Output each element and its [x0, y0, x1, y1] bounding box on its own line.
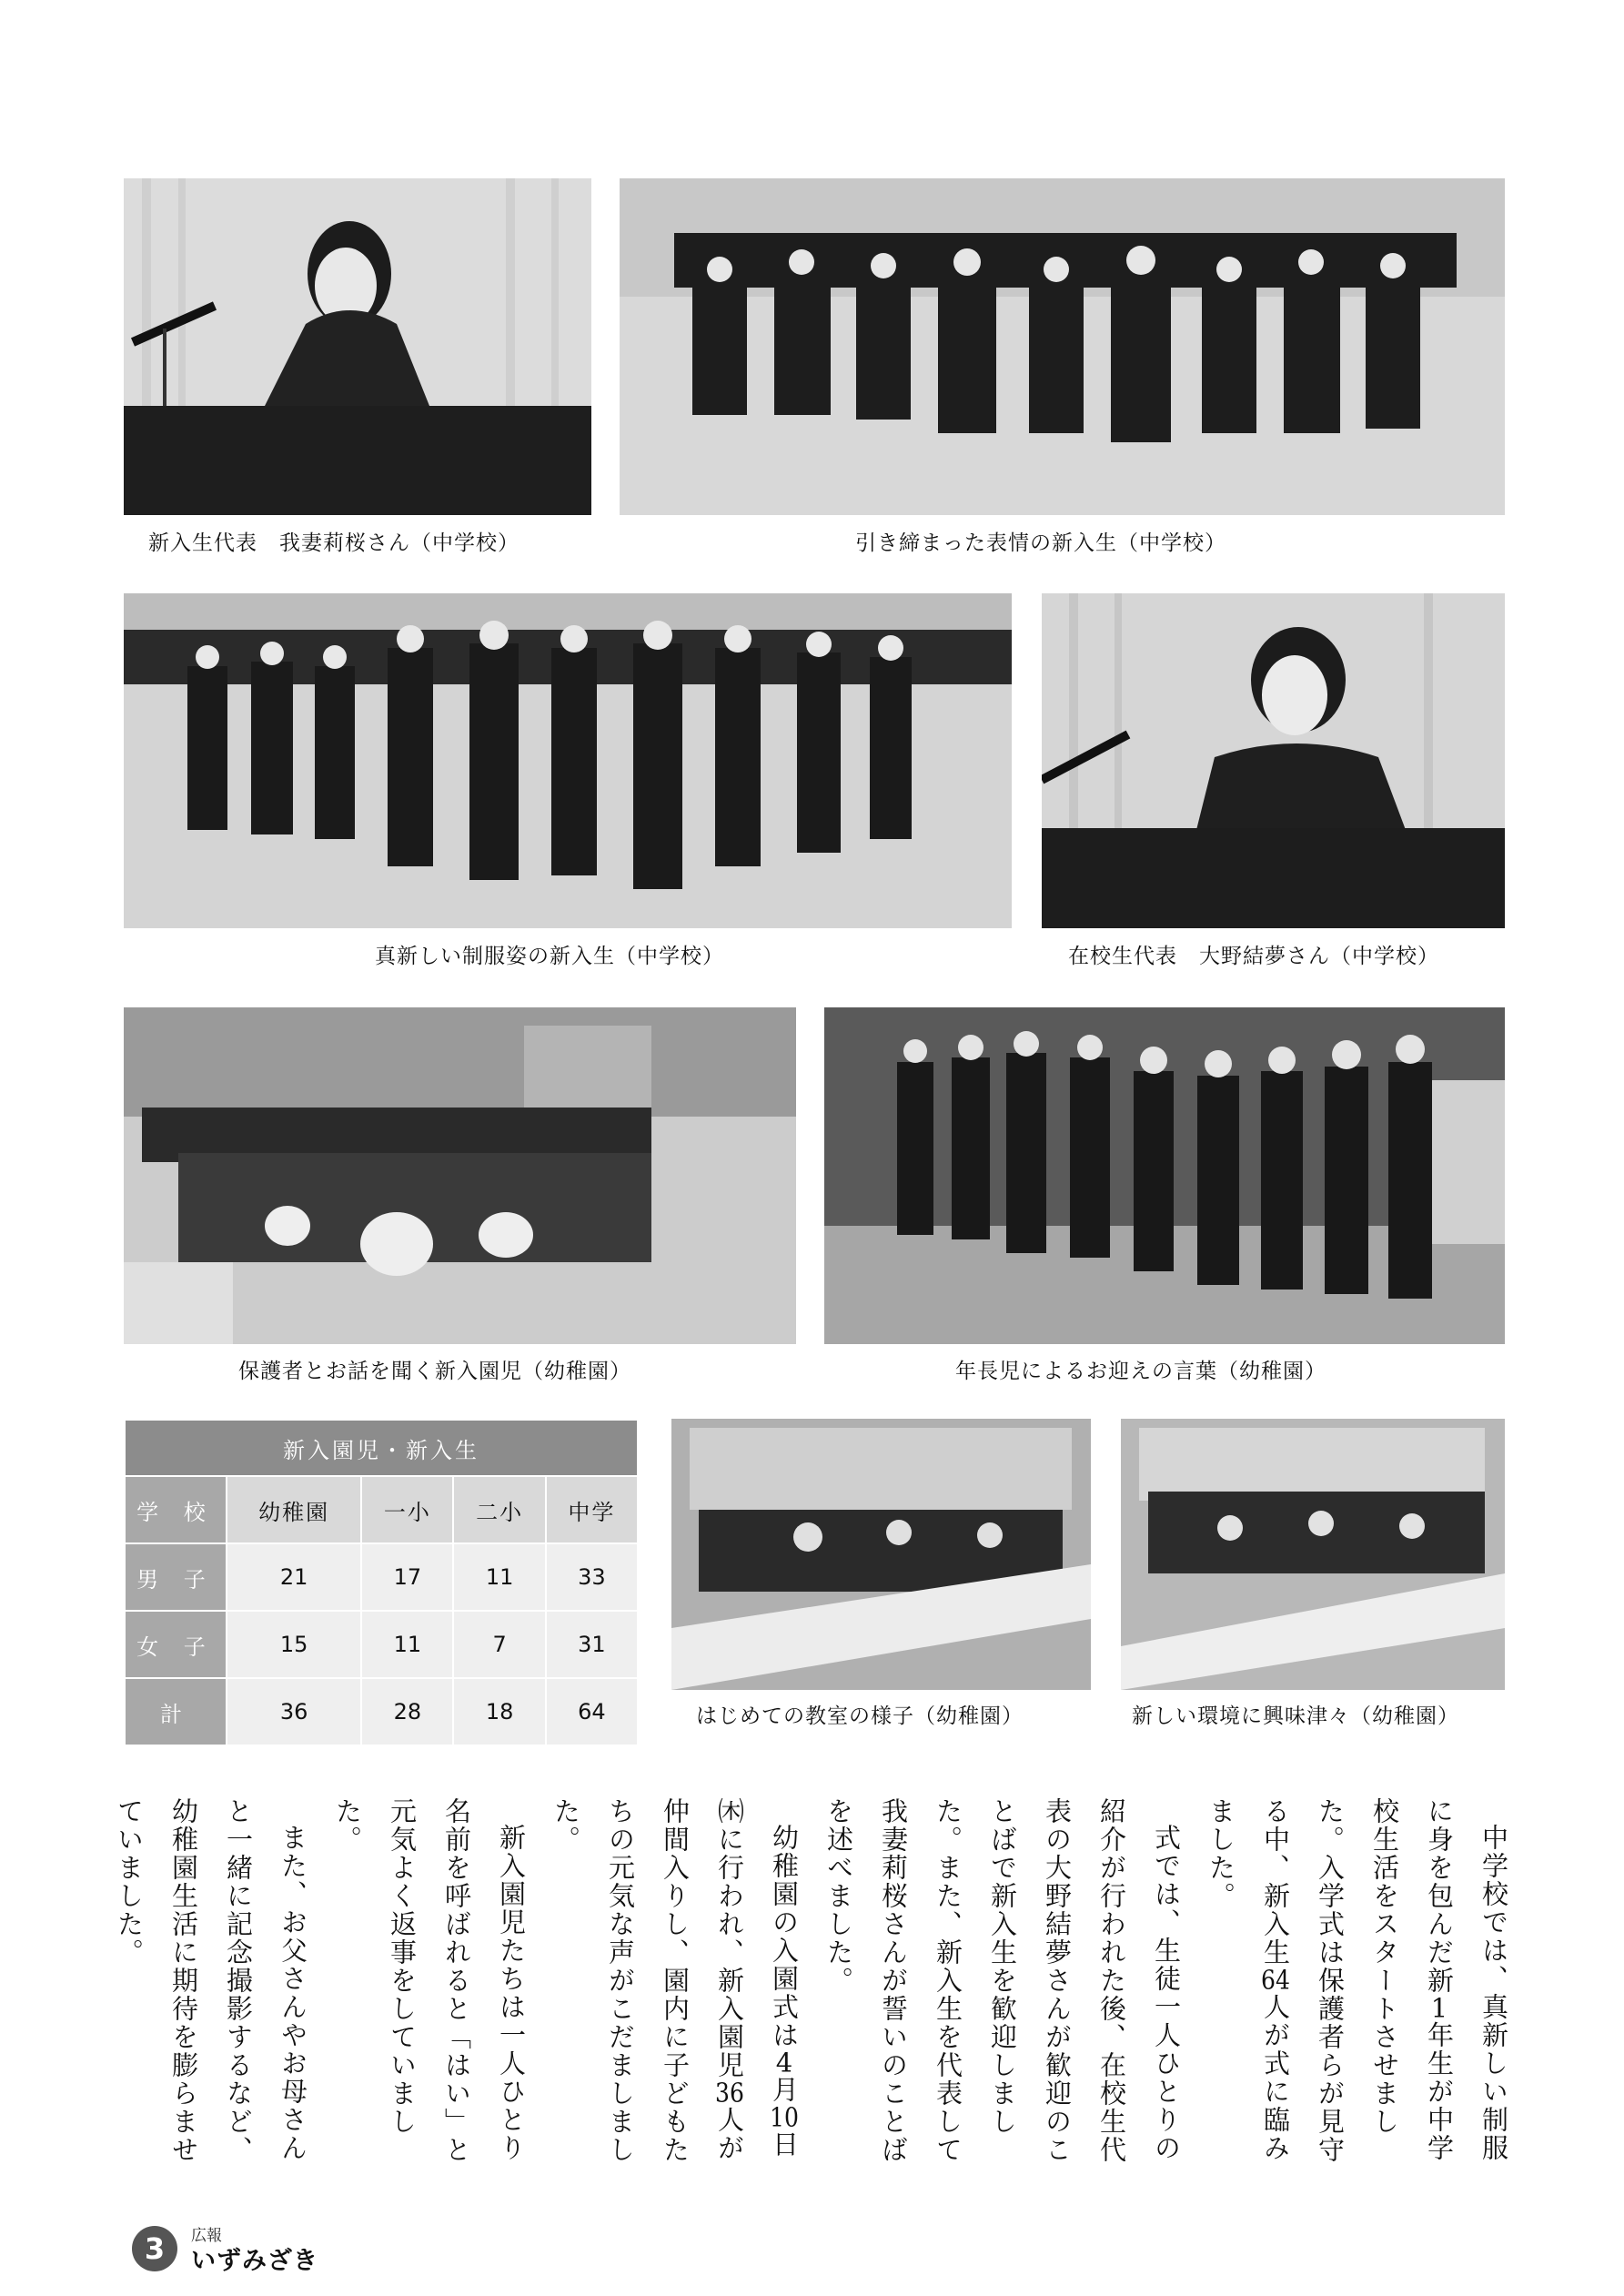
caption-kindergarten-parents: 保護者とお話を聞く新入園児（幼稚園） — [238, 1360, 631, 1383]
table-cell: 64 — [546, 1678, 638, 1745]
table-cell: 28 — [361, 1678, 453, 1745]
article-paragraph-4: 新入園児たちは一人ひとり名前を呼ばれると「はい」と元気よく返事をしていました。 — [332, 1797, 527, 2164]
table-header-ichisho: 一小 — [361, 1476, 453, 1543]
row-label-girls: 女 子 — [125, 1611, 227, 1678]
article-paragraph-5: また、お父さんやお母さんと一緒に記念撮影するなど、幼稚園生活に期待を膨らませていました。 — [114, 1797, 308, 2164]
photo-new-environment — [1121, 1419, 1505, 1690]
table-cell: 31 — [546, 1611, 638, 1678]
table-cell: 18 — [453, 1678, 545, 1745]
photo-current-student-rep — [1042, 593, 1505, 928]
caption-seated-students: 引き締まった表情の新入生（中学校） — [855, 531, 1226, 555]
table-cell: 15 — [227, 1611, 361, 1678]
caption-kindergarten-greeting: 年長児によるお迎えの言葉（幼稚園） — [955, 1360, 1326, 1383]
table-header-school: 学 校 — [125, 1476, 227, 1543]
row-label-total: 計 — [125, 1678, 227, 1745]
caption-standing-students: 真新しい制服姿の新入生（中学校） — [375, 945, 724, 968]
caption-student-rep: 新入生代表 我妻莉桜さん（中学校） — [148, 531, 519, 555]
table-header-kindergarten: 幼稚園 — [227, 1476, 361, 1543]
row-label-boys: 男 子 — [125, 1543, 227, 1611]
table-row — [125, 1543, 638, 1611]
photo-student-rep-speech — [124, 178, 591, 515]
magazine-label: 広報 — [191, 2227, 222, 2245]
page-number: 3 — [132, 2226, 177, 2271]
table-header-row — [125, 1476, 638, 1543]
article-body — [114, 1797, 1521, 2180]
photo-new-students-seated — [620, 178, 1505, 515]
caption-current-student-rep: 在校生代表 大野結夢さん（中学校） — [1068, 945, 1439, 968]
article-paragraph-2: 式では、生徒一人ひとりの紹介が行われた後、在校生代表の大野結夢さんが歓迎のことばで新入生を歓迎しました。また、新入生を代表して我妻莉桜さんが誓いのことばを述べました。 — [823, 1797, 1182, 2164]
caption-new-environment: 新しい環境に興味津々（幼稚園） — [1132, 1704, 1459, 1728]
photo-kindergarten-greeting — [824, 1007, 1505, 1344]
photo-new-students-standing — [124, 593, 1012, 928]
table-cell: 7 — [453, 1611, 545, 1678]
magazine-title: いずみざき — [191, 2247, 318, 2275]
article-paragraph-3: 幼稚園の入園式は4月10日㈭に行われ、新入園児36人が仲間入りし、園内に子どもたちの元気な声がこだましました。 — [550, 1797, 800, 2164]
table-row — [125, 1678, 638, 1745]
table-cell: 11 — [361, 1611, 453, 1678]
table-cell: 36 — [227, 1678, 361, 1745]
table-cell: 11 — [453, 1543, 545, 1611]
photo-kindergarten-parents — [124, 1007, 796, 1344]
article-paragraph-1: 中学校では、真新しい制服に身を包んだ新1年生が中学校生活をスタートさせました。入学式は保護者らが見守る中、新入生64人が式に臨みました。 — [1205, 1797, 1509, 2164]
table-cell: 17 — [361, 1543, 453, 1611]
table-cell: 33 — [546, 1543, 638, 1611]
table-header-junior-high: 中学 — [546, 1476, 638, 1543]
caption-first-classroom: はじめての教室の様子（幼稚園） — [696, 1704, 1024, 1728]
photo-first-classroom — [671, 1419, 1091, 1690]
enrollment-table — [124, 1419, 639, 1746]
table-title: 新入園児・新入生 — [125, 1420, 638, 1476]
table-header-nisho: 二小 — [453, 1476, 545, 1543]
table-cell: 21 — [227, 1543, 361, 1611]
table-row — [125, 1611, 638, 1678]
